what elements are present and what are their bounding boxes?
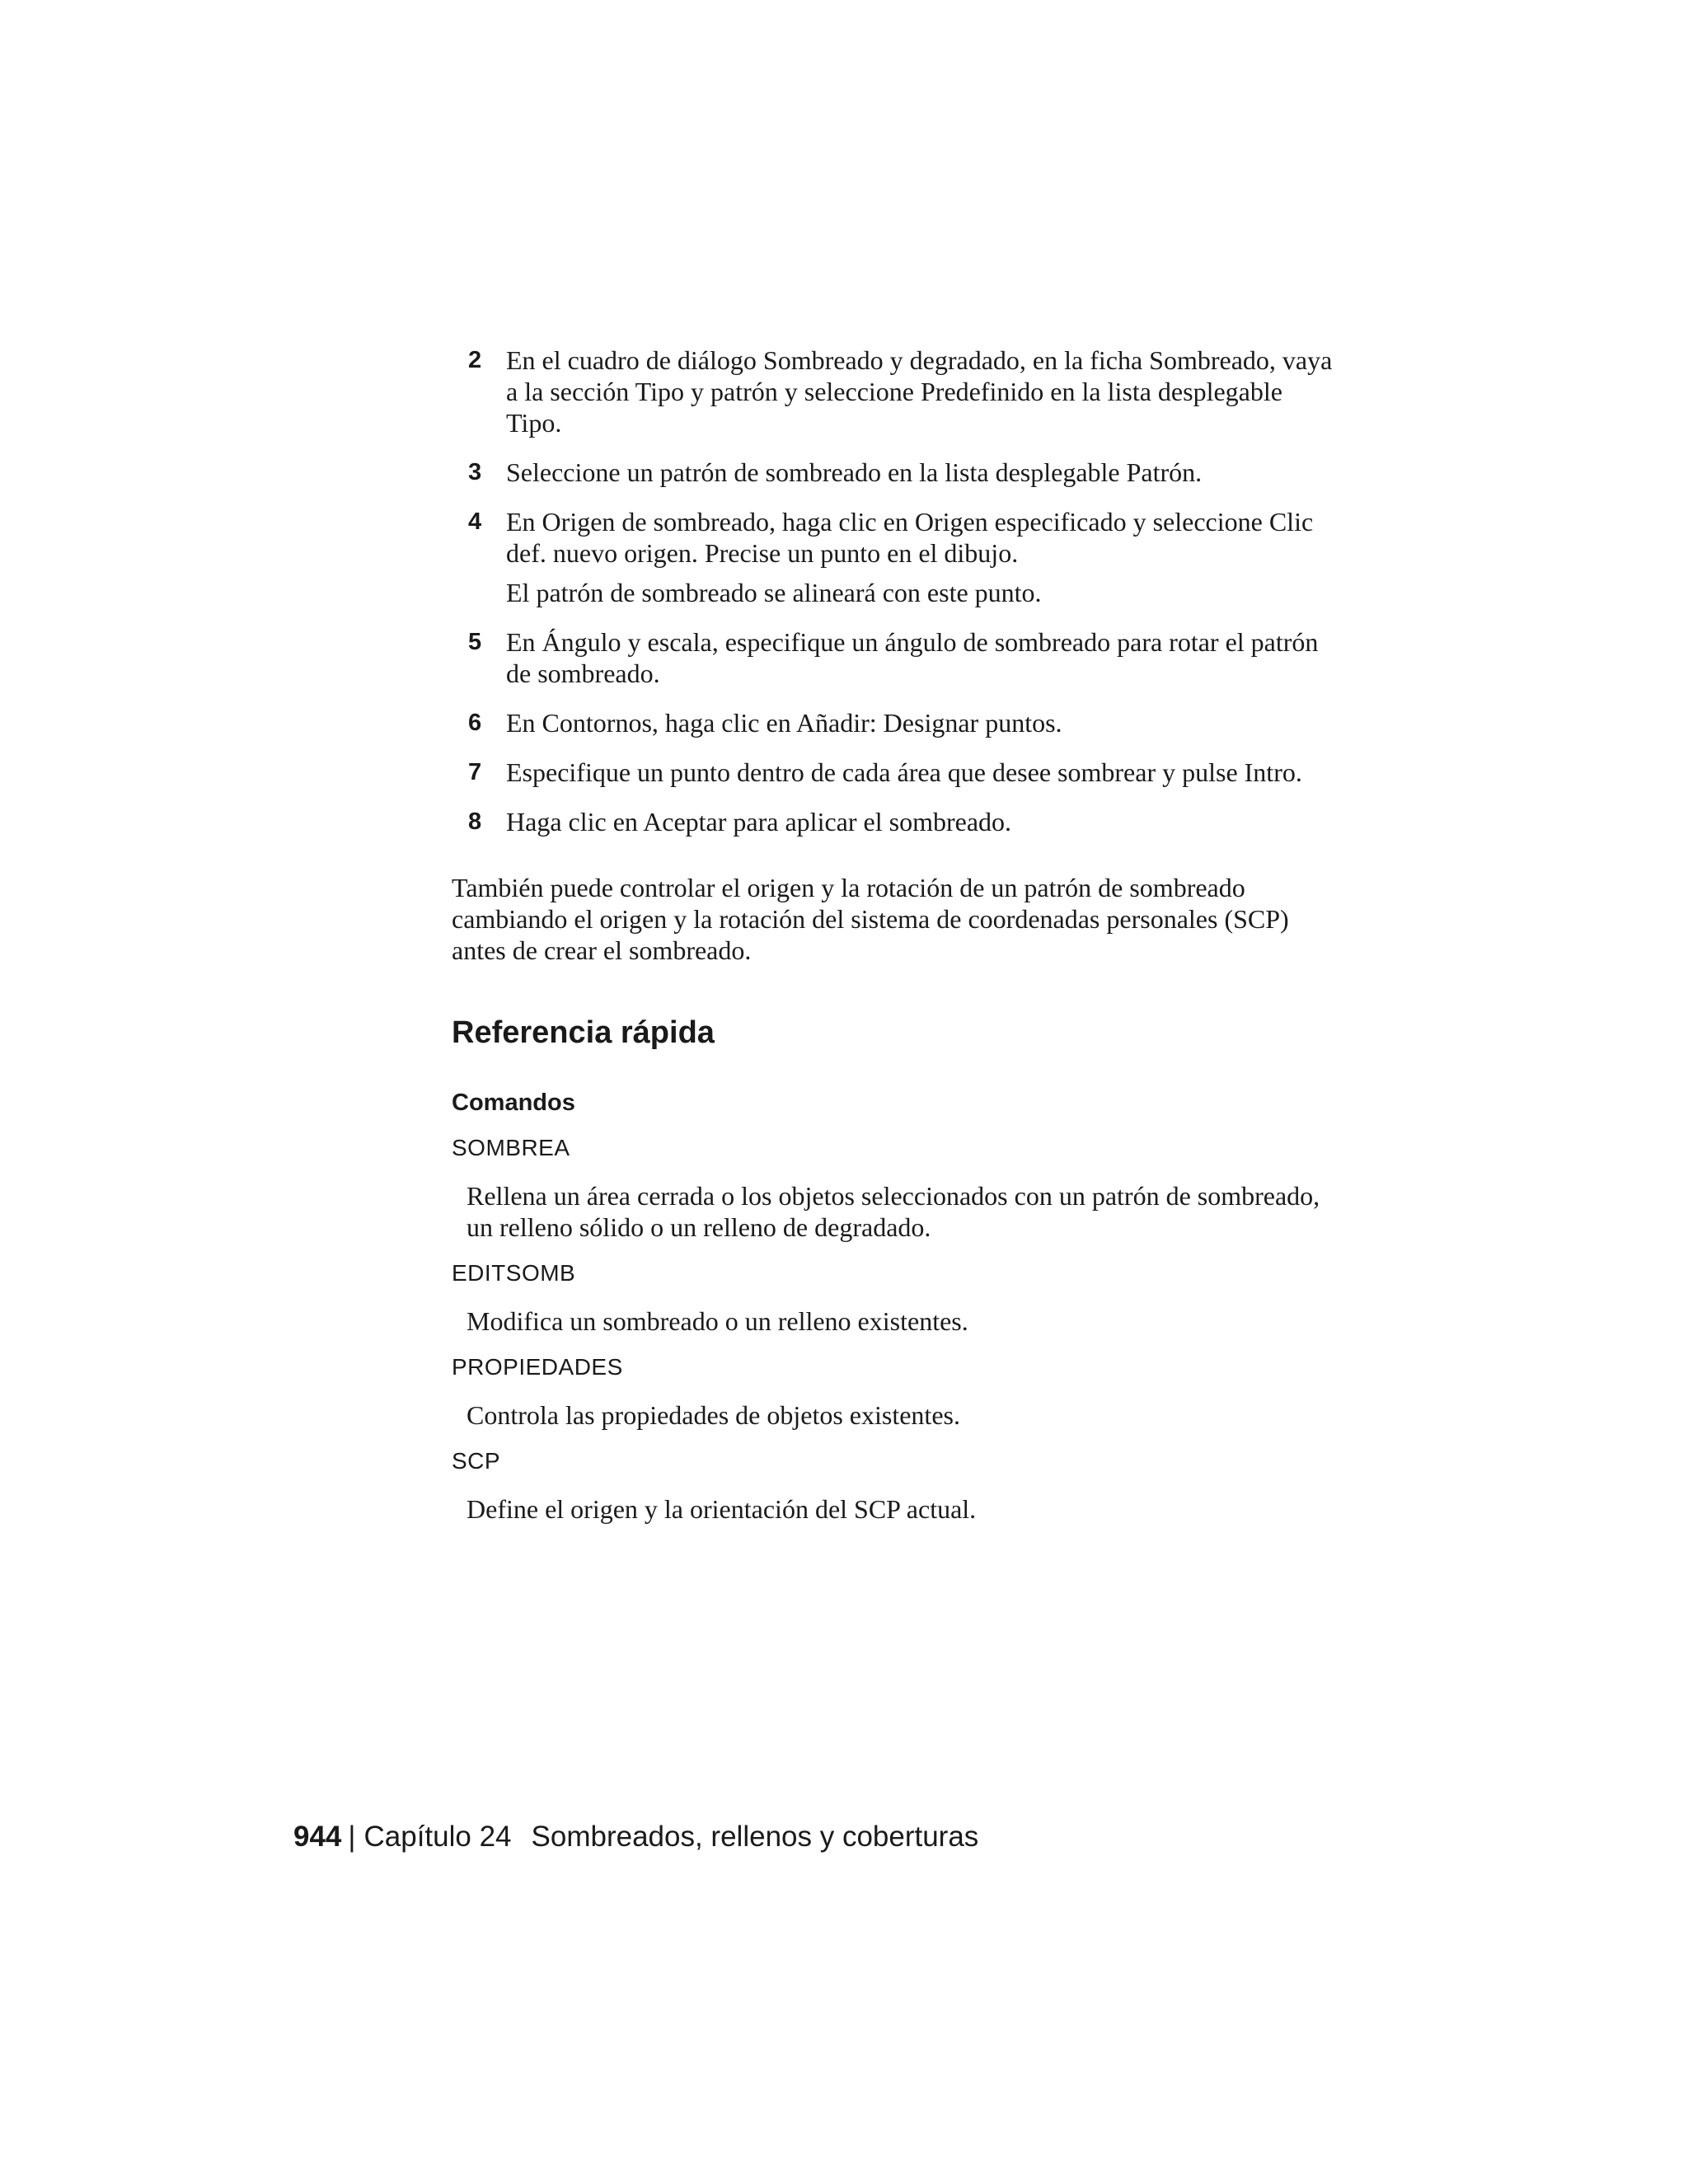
page-footer bbox=[293, 1820, 978, 1854]
command-description: Define el origen y la orientación del SCP actual. bbox=[467, 1494, 977, 1524]
section-heading: Referencia rápida bbox=[452, 1015, 715, 1050]
command-name: SOMBREA bbox=[452, 1135, 570, 1160]
command-name: EDITSOMB bbox=[452, 1260, 576, 1286]
step-result-text: El patrón de sombreado se alineará con este punto. bbox=[506, 578, 1042, 607]
step-item bbox=[452, 626, 1334, 689]
step-text: En Origen de sombreado, haga clic en Origen especificado y seleccione Clic def. nuevo origen. Precise un punto en el dibujo. bbox=[506, 507, 1314, 568]
step-item bbox=[452, 506, 1334, 608]
command-description: Rellena un área cerrada o los objetos seleccionados con un patrón de sombreado, un relleno sólido o un relleno de degradado. bbox=[467, 1181, 1320, 1242]
step-item bbox=[452, 344, 1334, 438]
command-name: SCP bbox=[452, 1448, 501, 1474]
step-item bbox=[452, 806, 1334, 837]
step-item bbox=[452, 457, 1334, 488]
step-item bbox=[452, 707, 1334, 738]
command-description: Controla las propiedades de objetos existentes. bbox=[467, 1400, 960, 1430]
chapter-label: Capítulo 24 bbox=[363, 1821, 512, 1853]
step-text: En Ángulo y escala, especifique un ángulo de sombreado para rotar el patrón de sombreado. bbox=[506, 627, 1319, 688]
step-number: 6 bbox=[468, 710, 482, 736]
subsection-heading: Comandos bbox=[452, 1090, 575, 1116]
page-content bbox=[452, 344, 1334, 1525]
command-entry bbox=[452, 1447, 1334, 1525]
procedure-steps bbox=[452, 344, 1334, 837]
chapter-title: Sombreados, rellenos y coberturas bbox=[531, 1821, 979, 1853]
command-entry bbox=[452, 1353, 1334, 1431]
command-list bbox=[452, 1134, 1334, 1525]
step-number: 4 bbox=[468, 509, 482, 535]
step-number: 3 bbox=[468, 459, 482, 485]
command-entry bbox=[452, 1259, 1334, 1337]
step-item bbox=[452, 757, 1334, 788]
page-number: 944 bbox=[293, 1821, 342, 1853]
step-number: 7 bbox=[468, 759, 482, 785]
command-name: PROPIEDADES bbox=[452, 1354, 623, 1380]
command-description: Modifica un sombreado o un relleno existentes. bbox=[467, 1306, 968, 1336]
step-number: 2 bbox=[468, 347, 482, 373]
step-text: Seleccione un patrón de sombreado en la lista desplegable Patrón. bbox=[506, 457, 1203, 487]
footer-separator: | bbox=[348, 1821, 356, 1853]
step-number: 5 bbox=[468, 629, 482, 655]
step-text: En el cuadro de diálogo Sombreado y degradado, en la ficha Sombreado, vaya a la sección Tipo y patrón y seleccione Predefinido en la lista desplegable Tipo. bbox=[506, 345, 1333, 438]
command-entry bbox=[452, 1134, 1334, 1243]
step-text: En Contornos, haga clic en Añadir: Designar puntos. bbox=[506, 708, 1062, 738]
step-number: 8 bbox=[468, 808, 482, 835]
step-text: Especifique un punto dentro de cada área que desee sombrear y pulse Intro. bbox=[506, 757, 1302, 787]
step-text: Haga clic en Aceptar para aplicar el sombreado. bbox=[506, 807, 1012, 837]
body-paragraph: También puede controlar el origen y la rotación de un patrón de sombreado cambiando el origen y la rotación del sistema de coordenadas personales (SCP) antes de crear el sombreado. bbox=[452, 873, 1289, 965]
